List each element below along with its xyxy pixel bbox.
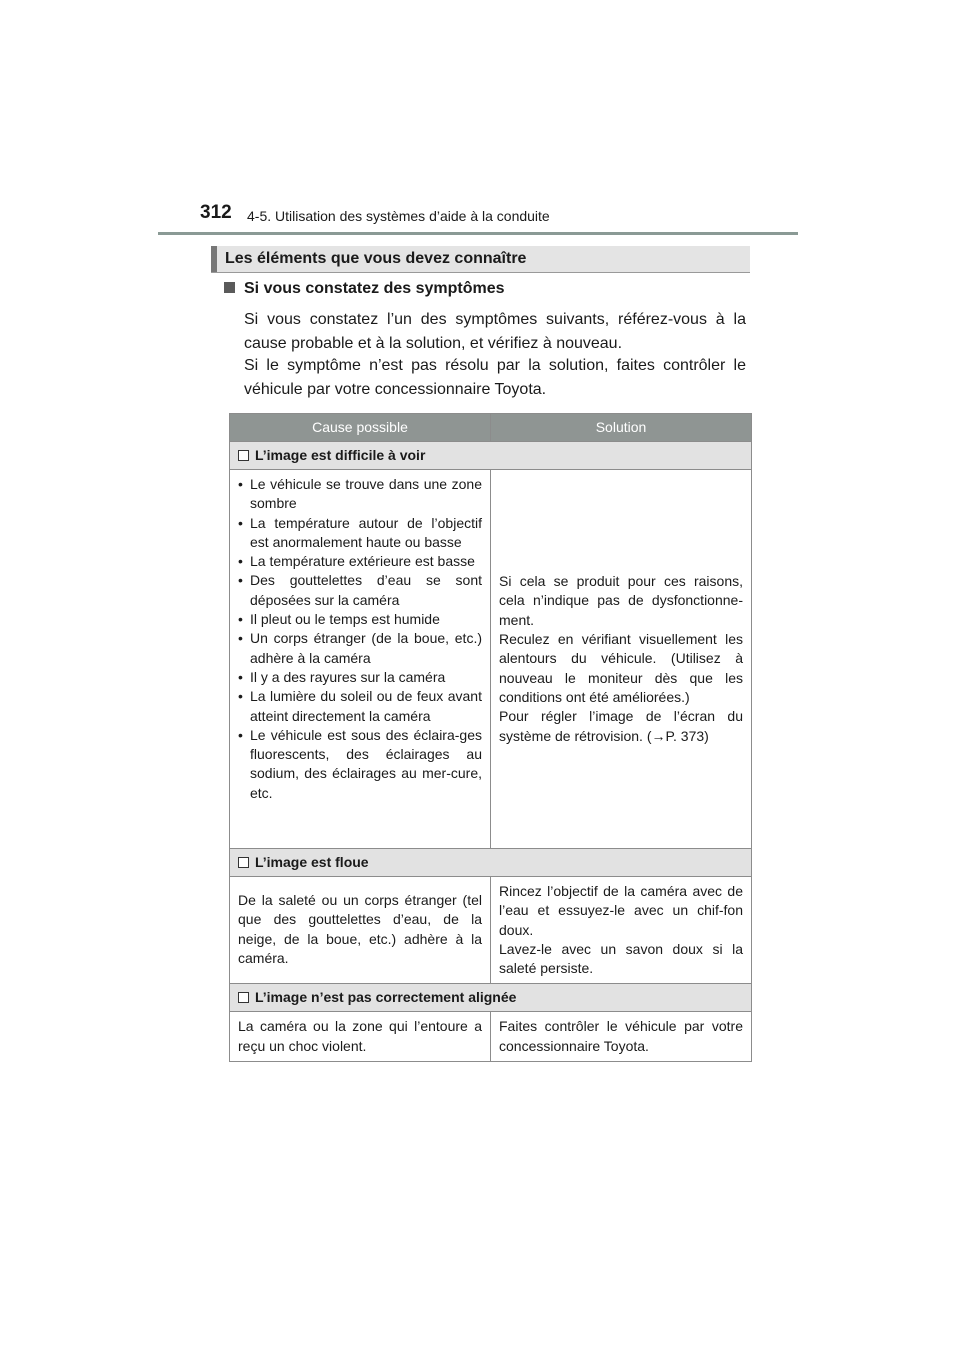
cause-cell: La caméra ou la zone qui l’entoure a reçu un choc violent. bbox=[230, 1012, 491, 1062]
symptom-label: L’image est floue bbox=[255, 853, 369, 870]
solution-text: Si cela se produit pour ces raisons, cela n’indique pas de dysfonctionne-ment. bbox=[499, 573, 743, 628]
symptom-cell bbox=[230, 442, 752, 470]
column-header-cause: Cause possible bbox=[230, 414, 491, 442]
topic-box-accent bbox=[211, 246, 217, 272]
cause-cell: De la saleté ou un corps étranger (tel que des gouttelettes d’eau, de la neige, de la boue, etc.) adhère à la caméra. bbox=[230, 877, 491, 984]
intro-paragraph: Si vous constatez l’un des symptômes suivants, référez-vous à la cause probable et à la solution, et vérifiez à nouveau. bbox=[244, 311, 746, 352]
table-header-row bbox=[230, 414, 752, 442]
table-row bbox=[230, 470, 752, 849]
table-row bbox=[230, 1012, 752, 1062]
subheading-text: Si vous constatez des symptômes bbox=[244, 280, 505, 297]
symptom-cell bbox=[230, 984, 752, 1012]
square-bullet-icon bbox=[224, 282, 235, 293]
symptom-label: L’image n’est pas correctement alignée bbox=[255, 989, 517, 1006]
column-header-solution: Solution bbox=[491, 414, 752, 442]
symptom-row bbox=[230, 984, 752, 1012]
table-row bbox=[230, 877, 752, 984]
solution-cell bbox=[491, 1012, 752, 1062]
symptom-row bbox=[230, 442, 752, 470]
symptom-row bbox=[230, 849, 752, 877]
solution-cell bbox=[491, 470, 752, 849]
list-item: • La température extérieure est basse bbox=[238, 552, 482, 571]
list-item: • Il y a des rayures sur la caméra bbox=[238, 668, 482, 687]
section-title: 4-5. Utilisation des systèmes d’aide à la conduite bbox=[247, 208, 550, 224]
cause-list bbox=[238, 475, 482, 803]
topic-box-title: Les éléments que vous devez connaître bbox=[225, 250, 527, 267]
subheading bbox=[224, 280, 505, 298]
solution-cell bbox=[491, 877, 752, 984]
checkbox-icon bbox=[238, 450, 249, 461]
list-item: • Le véhicule est sous des éclaira-ges fluorescents, des éclairages au sodium, des éclairages au mer-cure, etc. bbox=[238, 726, 482, 803]
cause-cell bbox=[230, 470, 491, 849]
checkbox-icon bbox=[238, 992, 249, 1003]
solution-text: Reculez en vérifiant visuellement les alentours du véhicule. (Utilisez à nouveau le moniteur dès que les conditions ont été améliorées.) bbox=[499, 631, 743, 705]
list-item: • Des gouttelettes d’eau se sont déposées sur la caméra bbox=[238, 571, 482, 610]
solution-text: Faites contrôler le véhicule par votre concessionnaire Toyota. bbox=[499, 1018, 743, 1054]
checkbox-icon bbox=[238, 857, 249, 868]
note-paragraph: Si le symptôme n’est pas résolu par la solution, faites contrôler le véhicule par votre concessionnaire Toyota. bbox=[244, 357, 746, 398]
list-item: • La température autour de l’objectif est anormalement haute ou basse bbox=[238, 514, 482, 553]
solution-text: Rincez l’objectif de la caméra avec de l’eau et essuyez-le avec un chif-fon doux. bbox=[499, 883, 743, 938]
list-item: • Le véhicule se trouve dans une zone sombre bbox=[238, 475, 482, 514]
topic-box bbox=[211, 246, 750, 273]
header-divider bbox=[158, 232, 798, 235]
page-number: 312 bbox=[200, 202, 232, 223]
symptom-label: L’image est difficile à voir bbox=[255, 446, 426, 463]
symptom-cell bbox=[230, 849, 752, 877]
list-item: • Il pleut ou le temps est humide bbox=[238, 610, 482, 629]
list-item: • La lumière du soleil ou de feux avant atteint directement la caméra bbox=[238, 687, 482, 726]
solution-text: Lavez-le avec un savon doux si la saleté persiste. bbox=[499, 940, 743, 977]
solution-text: Pour régler l’image de l’écran du système de rétrovision. (→P. 373) bbox=[499, 708, 743, 744]
list-item: • Un corps étranger (de la boue, etc.) adhère à la caméra bbox=[238, 629, 482, 668]
troubleshooting-table bbox=[229, 413, 752, 1062]
